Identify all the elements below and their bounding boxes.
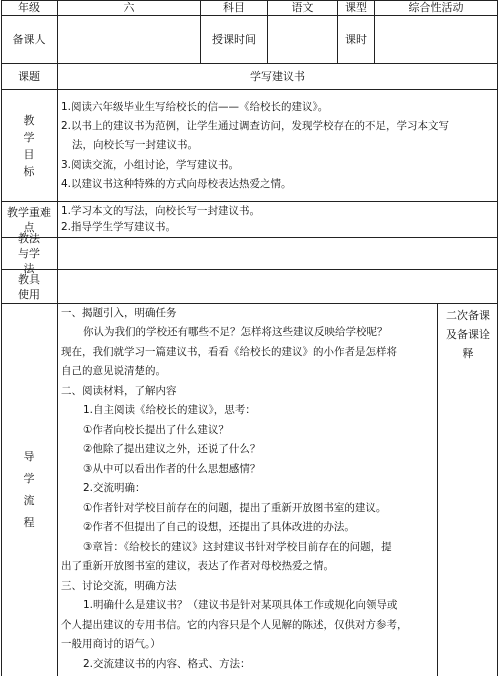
topic-value: 学写建议书 bbox=[58, 64, 498, 90]
objective-item: 1.阅读六年级毕业生写给校长的信——《给校长的建议》。 bbox=[61, 101, 329, 113]
process-line: 二、阅读材料，了解内容 bbox=[61, 385, 177, 397]
process-line: 一般用商讨的语气。） bbox=[61, 638, 161, 650]
subject-value: 语文 bbox=[268, 0, 338, 16]
process-content bbox=[58, 304, 438, 676]
objectives-label: 教学目标 bbox=[1, 90, 58, 202]
process-line: 现在，我们就学习一篇建议书，看看《给校长的建议》的小作者是怎样将 bbox=[61, 346, 397, 358]
second-prep-label: 二次备课及备课诠释 bbox=[446, 309, 490, 360]
grade-label: 年级 bbox=[1, 0, 58, 16]
key-point-item: 1.学习本文的写法，向校长写一封建议书。 bbox=[61, 205, 261, 217]
type-value: 综合性活动 bbox=[375, 0, 498, 16]
process-line: 自己的意见说清楚的。 bbox=[61, 365, 166, 377]
process-line: ②作者不但提出了自己的设想，还提出了具体改进的办法。 bbox=[83, 521, 355, 533]
hours-value bbox=[375, 16, 498, 64]
process-line: 三、讨论交流，明确方法 bbox=[61, 580, 177, 592]
process-label: 导学流程 bbox=[1, 304, 58, 676]
objective-item: 3.阅读交流，小组讨论，学写建议书。 bbox=[61, 159, 240, 171]
tools-label: 教具使用 bbox=[1, 270, 58, 304]
topic-label: 课题 bbox=[1, 64, 58, 90]
process-line: 1.明确什么是建议书？（建议书是针对某项具体工作或规化向领导或 bbox=[83, 599, 398, 611]
process-line: 2.交流建议书的内容、格式、方法： bbox=[83, 658, 251, 670]
time-label: 授课时间 bbox=[201, 16, 268, 64]
process-line: 1.自主阅读《给校长的建议》，思考： bbox=[83, 404, 256, 416]
lesson-plan-table bbox=[1, 0, 498, 676]
process-line: 一、揭题引入，明确任务 bbox=[61, 307, 177, 319]
tools-value bbox=[58, 270, 498, 304]
preparer-label: 备课人 bbox=[1, 16, 58, 64]
process-line: 个人提出建议的专用书信。它的内容只是个人见解的陈述，仅供对方参考， bbox=[61, 619, 408, 631]
preparer-value bbox=[58, 16, 201, 64]
key-point-item: 2.指导学生学写建议书。 bbox=[61, 221, 177, 233]
objective-item: 2.以书上的建议书为范例，让学生通过调查访问，发现学校存在的不足，学习本文写 bbox=[61, 120, 450, 132]
process-line: 2.交流明确： bbox=[83, 482, 146, 494]
type-label: 课型 bbox=[338, 0, 375, 16]
time-value bbox=[268, 16, 338, 64]
second-prep-column bbox=[438, 304, 498, 676]
methods-value bbox=[58, 238, 498, 270]
process-line: ③从中可以看出作者的什么思想感情？ bbox=[83, 463, 261, 475]
process-line: ②他除了提出建议之外，还说了什么？ bbox=[83, 443, 261, 455]
grade-value: 六 bbox=[58, 0, 201, 16]
subject-label: 科目 bbox=[201, 0, 268, 16]
process-line: ①作者针对学校目前存在的问题，提出了重新开放图书室的建议。 bbox=[83, 502, 387, 514]
objective-item: 法，向校长写一封建议书。 bbox=[72, 139, 198, 151]
methods-label: 教法与学法 bbox=[1, 238, 58, 270]
hours-label: 课时 bbox=[338, 16, 375, 64]
key-points-content bbox=[58, 202, 498, 238]
process-line: ①作者向校长提出了什么建议？ bbox=[83, 424, 229, 436]
process-line: 你认为我们的学校还有哪些不足？怎样将这些建议反映给学校呢？ bbox=[83, 326, 388, 338]
objective-item: 4.以建议书这种特殊的方式向母校表达热爱之情。 bbox=[61, 178, 292, 190]
objectives-content bbox=[58, 90, 498, 202]
process-line: 出了重新开放图书室的建议，表达了作者对母校热爱之情。 bbox=[61, 560, 334, 572]
process-line: ③章旨：《给校长的建议》这封建议书针对学校目前存在的问题，提 bbox=[83, 541, 392, 553]
key-points-label: 教学重难点 bbox=[1, 202, 58, 238]
